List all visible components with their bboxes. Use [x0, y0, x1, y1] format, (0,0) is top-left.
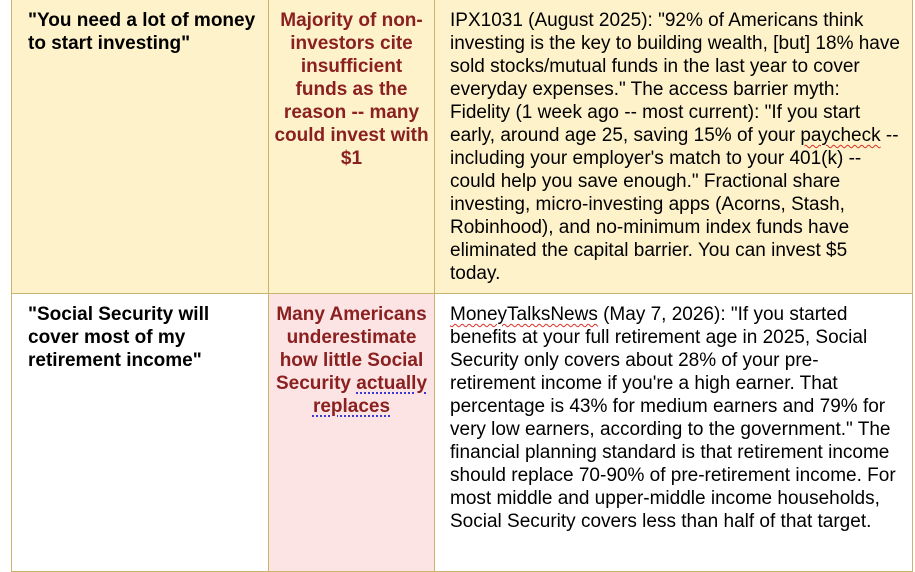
evidence-text-part: (May 7, 2026): "If you started benefits at your full retirement age in 2025, Social Security only covers about 28% of your pre-retirement income if you're a high earner. That percentage is 43% for medium earners and 79% for very low earners, according to the government." The financial planning standard is that retirement income should replace 70-90% of pre-retirement income. For most middle and upper-middle income households, Social Security covers less than half of that target.	[450, 304, 896, 532]
stat-cell	[269, 294, 435, 572]
stat-text: Majority of non-investors cite insufficient funds as the reason -- many could invest with $1	[274, 10, 429, 169]
stat-text-part: Many Americans underestimate how little Social Security	[275, 304, 427, 394]
myth-cell	[12, 0, 269, 294]
evidence-cell	[435, 0, 913, 294]
evidence-text	[435, 0, 912, 285]
myth-cell	[12, 294, 269, 572]
evidence-text	[435, 294, 912, 533]
table-row	[12, 294, 913, 572]
stat-cell	[269, 0, 435, 294]
spellcheck-flagged-word[interactable]: MoneyTalksNews	[450, 304, 598, 325]
myth-text: "Social Security will cover most of my retirement income"	[28, 304, 210, 371]
table-row	[12, 0, 913, 294]
myths-table	[11, 0, 913, 572]
myth-text: "You need a lot of money to start investing"	[28, 10, 256, 54]
evidence-text-part: -- including your employer's match to your 401(k) -- could help you save enough." Fractional share investing, micro-investing apps (Acorns, Stash, Robinhood), and no-minimum index funds have eliminated the capital barrier. You can invest $5 today.	[450, 125, 899, 284]
spellcheck-flagged-word[interactable]: paycheck	[800, 125, 881, 146]
grammar-flagged-phrase[interactable]: actually replaces	[312, 373, 428, 417]
stat-text	[269, 294, 434, 418]
evidence-cell	[435, 294, 913, 572]
evidence-text-part: IPX1031 (August 2025): "92% of Americans think investing is the key to building wealth, [but] 18% have sold stocks/mutual funds in the last year to cover everyday expenses." The access barrier myth: Fidelity (1 week ago -- most current): "If you start early, around age 25, saving 15% of your	[450, 10, 900, 146]
